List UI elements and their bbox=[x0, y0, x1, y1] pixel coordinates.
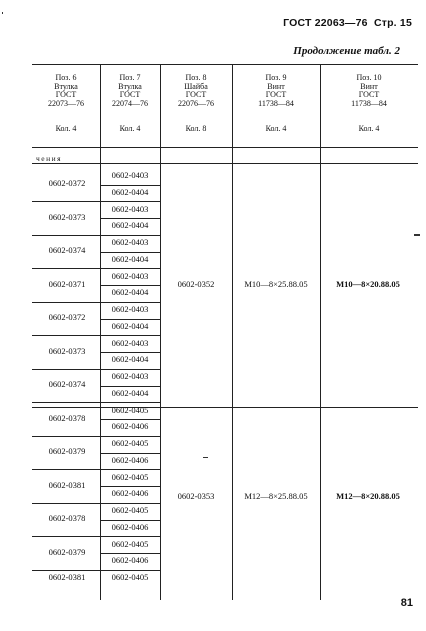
sub-row-separator bbox=[100, 319, 160, 320]
pos6-cell: 0602-0379 bbox=[48, 546, 86, 557]
pos6-cell: 0602-0372 bbox=[48, 312, 86, 322]
pos7-cell: 0602-0405 bbox=[111, 438, 149, 448]
row-separator bbox=[32, 268, 160, 269]
pos7-cell: 0602-0403 bbox=[111, 203, 149, 214]
pos7-cell: 0602-0403 bbox=[111, 371, 149, 381]
table-top-border bbox=[32, 64, 418, 65]
pos7-cell: 0602-0404 bbox=[111, 387, 149, 398]
section-divider bbox=[32, 163, 418, 164]
table-continuation-caption: Продолжение табл. 2 bbox=[293, 45, 400, 57]
row-separator bbox=[32, 402, 160, 403]
pos7-cell: 0602-0406 bbox=[111, 555, 149, 566]
pos7-cell: 0602-0404 bbox=[111, 220, 149, 231]
table-header-bottom-border bbox=[32, 147, 418, 148]
scan-speck bbox=[203, 457, 208, 458]
pos6-cell: 0602-0381 bbox=[48, 572, 86, 582]
gost-number: ГОСТ 22063—76 bbox=[283, 17, 368, 29]
pos6-cell: 0602-0371 bbox=[48, 278, 86, 289]
pos9-group-1: M10—8×25.88.05 bbox=[244, 279, 308, 289]
pos7-cell: 0602-0403 bbox=[111, 337, 149, 348]
row-separator bbox=[32, 335, 160, 336]
row-separator bbox=[32, 436, 160, 437]
pos10-group-1: M10—8×20.88.05 bbox=[336, 279, 400, 289]
sub-row-separator bbox=[100, 553, 160, 554]
pos6-cell: 0602-0379 bbox=[48, 446, 86, 456]
pos7-cell: 0602-0404 bbox=[111, 354, 149, 365]
section-label: чения bbox=[36, 154, 63, 163]
pos6-cell: 0602-0374 bbox=[48, 245, 86, 255]
col-head-pos7: Поз. 7 Втулка ГОСТ 22074—76 Кол. 4 bbox=[112, 73, 148, 133]
sub-row-separator bbox=[100, 520, 160, 521]
pos6-cell: 0602-0378 bbox=[48, 513, 86, 523]
pos7-cell: 0602-0405 bbox=[111, 471, 149, 482]
row-separator bbox=[32, 536, 160, 537]
pos7-cell: 0602-0406 bbox=[111, 454, 149, 465]
scan-speck bbox=[414, 234, 420, 236]
page-label: Стр. 15 bbox=[373, 17, 412, 29]
row-separator bbox=[32, 369, 160, 370]
row-separator bbox=[32, 570, 160, 571]
col-head-pos9: Поз. 9 Винт ГОСТ 11738—84 Кол. 4 bbox=[258, 73, 294, 133]
pos7-cell: 0602-0403 bbox=[111, 304, 149, 314]
pos7-cell: 0602-0404 bbox=[111, 186, 149, 197]
sub-row-separator bbox=[100, 252, 160, 253]
sub-row-separator bbox=[100, 486, 160, 487]
col-head-pos10: Поз. 10 Винт ГОСТ 11738—84 Кол. 4 bbox=[351, 73, 387, 133]
column-divider-3 bbox=[232, 64, 233, 600]
pos7-cell: 0602-0406 bbox=[111, 488, 149, 499]
pos7-cell: 0602-0404 bbox=[111, 253, 149, 264]
pos7-cell: 0602-0405 bbox=[111, 505, 149, 515]
pos7-cell: 0602-0403 bbox=[111, 170, 149, 180]
group-divider bbox=[32, 407, 418, 408]
pos7-cell: 0602-0405 bbox=[111, 404, 149, 415]
row-separator bbox=[32, 469, 160, 470]
sub-row-separator bbox=[100, 185, 160, 186]
row-separator bbox=[32, 302, 160, 303]
column-divider-4 bbox=[320, 64, 321, 600]
sub-row-separator bbox=[100, 453, 160, 454]
pos7-cell: 0602-0405 bbox=[111, 572, 149, 582]
pos6-cell: 0602-0372 bbox=[48, 178, 86, 188]
sub-row-separator bbox=[100, 285, 160, 286]
pos7-cell: 0602-0405 bbox=[111, 538, 149, 549]
pos9-group-2: M12—8×25.88.05 bbox=[244, 491, 308, 501]
pos7-cell: 0602-0404 bbox=[111, 320, 149, 331]
row-separator bbox=[32, 201, 160, 202]
sub-row-separator bbox=[100, 218, 160, 219]
pos6-cell: 0602-0373 bbox=[48, 211, 86, 222]
row-separator bbox=[32, 503, 160, 504]
page-number: 81 bbox=[400, 597, 413, 609]
pos6-cell: 0602-0373 bbox=[48, 345, 86, 356]
sub-row-separator bbox=[100, 419, 160, 420]
pos10-group-2: M12—8×20.88.05 bbox=[336, 491, 400, 501]
row-separator bbox=[32, 235, 160, 236]
page-header bbox=[283, 17, 412, 29]
scan-speck bbox=[2, 12, 3, 14]
pos7-cell: 0602-0403 bbox=[111, 270, 149, 281]
pos8-group-1: 0602-0352 bbox=[177, 279, 215, 289]
pos6-cell: 0602-0378 bbox=[48, 412, 86, 423]
pos7-cell: 0602-0406 bbox=[111, 521, 149, 532]
pos6-cell: 0602-0374 bbox=[48, 379, 86, 389]
sub-row-separator bbox=[100, 352, 160, 353]
pos8-group-2: 0602-0353 bbox=[177, 491, 215, 501]
column-divider-2 bbox=[160, 64, 161, 600]
col-head-pos8: Поз. 8 Шайба ГОСТ 22076—76 Кол. 8 bbox=[178, 73, 214, 133]
sub-row-separator bbox=[100, 386, 160, 387]
pos7-cell: 0602-0403 bbox=[111, 237, 149, 247]
col-head-pos6: Поз. 6 Втулка ГОСТ 22073—76 Кол. 4 bbox=[48, 73, 84, 133]
pos7-cell: 0602-0406 bbox=[111, 421, 149, 432]
pos7-cell: 0602-0404 bbox=[111, 287, 149, 298]
pos6-cell: 0602-0381 bbox=[48, 479, 86, 490]
